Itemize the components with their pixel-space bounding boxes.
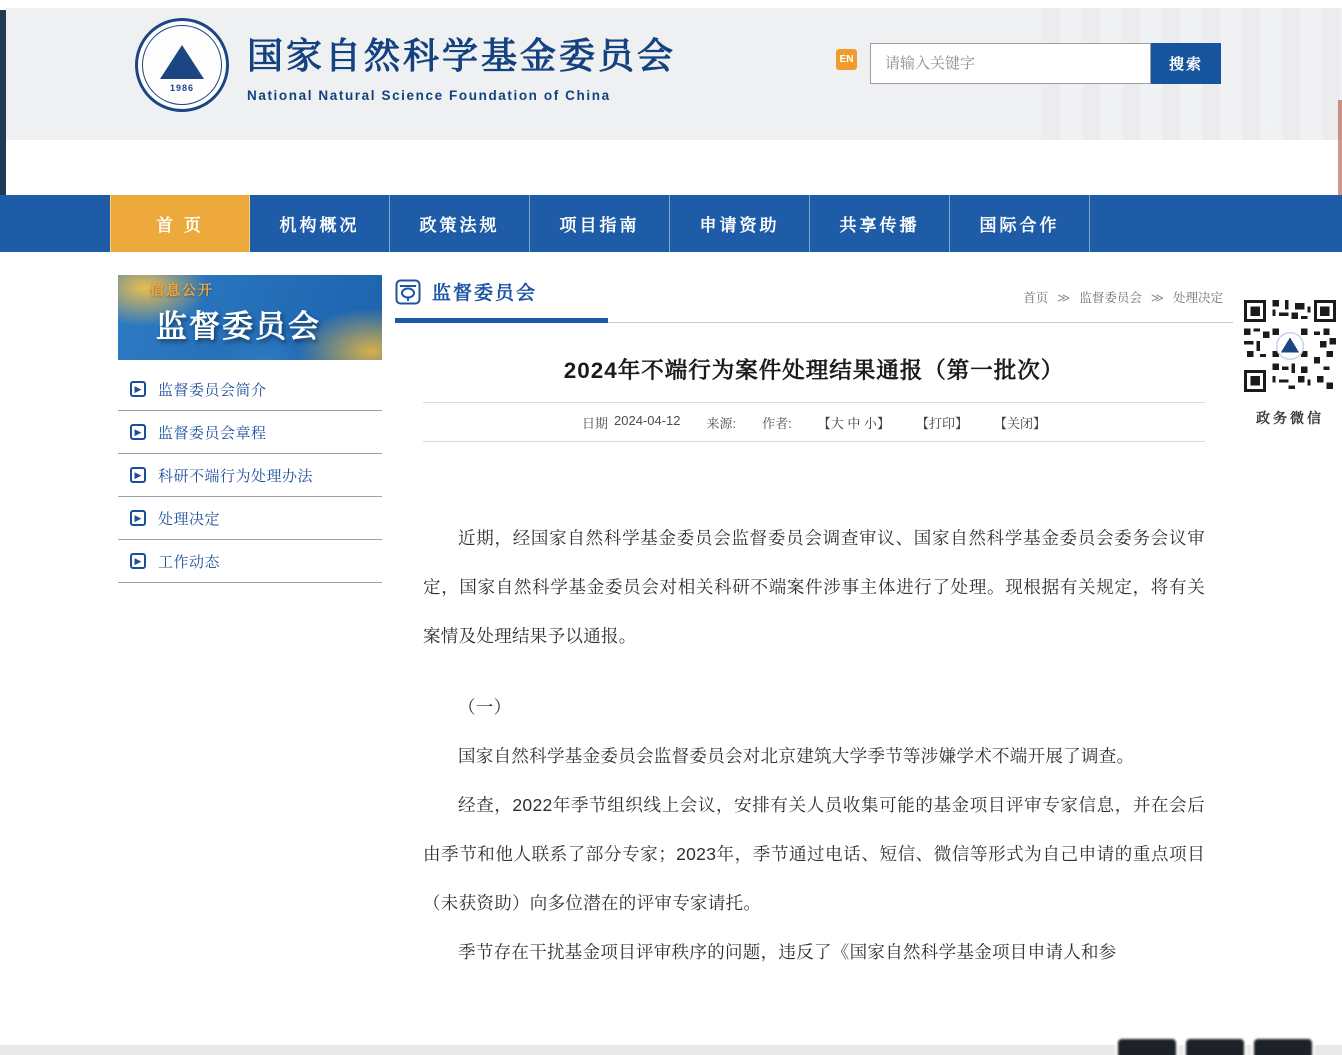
nav-tab-policies[interactable]: 政策法规 [390,195,530,252]
site-logo [135,18,676,112]
cutoff-watermark [1118,1039,1312,1055]
breadcrumb-separator: ≫ [1057,290,1071,305]
site-title-english: National Natural Science Foundation of China [247,87,611,103]
sidebar-banner [118,275,382,360]
sidebar-item-decisions[interactable]: ▶ 处理决定 [118,497,382,540]
sidebar-item-committee-charter[interactable]: ▶ 监督委员会章程 [118,411,382,454]
arrow-square-icon: ▶ [130,510,146,526]
qr-caption: 政务微信 [1256,410,1324,426]
search-button[interactable]: 搜索 [1151,43,1221,84]
footer-strip [0,1045,1342,1055]
arrow-square-icon: ▶ [130,553,146,569]
section-document-icon [395,279,421,305]
nav-tab-sharing[interactable]: 共享传播 [810,195,950,252]
qr-code-image [1244,300,1336,392]
sidebar-item-committee-intro[interactable]: ▶ 监督委员会简介 [118,368,382,411]
breadcrumb-home[interactable]: 首页 [1023,291,1049,305]
search-input[interactable] [870,43,1151,84]
nav-tab-apply-funding[interactable]: 申请资助 [670,195,810,252]
search-area [836,43,1221,84]
arrow-square-icon: ▶ [130,424,146,440]
wechat-qr-block [1243,300,1337,428]
article-paragraph: 经查，2022年季节组织线上会议，安排有关人员收集可能的基金项目评审专家信息，并在会后由季节和他人联系了部分专家；2023年，季节通过电话、短信、微信等形式为自己申请的重点项目（未获资助）向多位潜在的评审专家请托。 [423,795,1205,913]
article-paragraph: （一） [458,697,512,717]
meta-date-label: 日期 [581,415,608,431]
breadcrumb-committee[interactable]: 监督委员会 [1079,291,1142,305]
meta-date-value: 2024-04-12 [614,412,681,428]
section-rule [395,318,1233,323]
article-title: 2024年不端行为案件处理结果通报（第一批次） [563,358,1065,383]
font-size-action[interactable]: 【大 中 小】 [817,415,890,431]
seal-year: 1986 [169,83,195,93]
sidebar-menu [118,368,382,583]
main-nav [0,195,1342,252]
meta-source-label: 来源: [706,415,737,431]
article-paragraph: 季节存在干扰基金项目评审秩序的问题，违反了《国家自然科学基金项目申请人和参 [458,942,1117,962]
nav-tab-organization[interactable]: 机构概况 [250,195,390,252]
article [423,353,1205,977]
arrow-square-icon: ▶ [130,381,146,397]
article-paragraph: 近期，经国家自然科学基金委员会监督委员会调查审议、国家自然科学基金委员会委务会议审定，国家自然科学基金委员会对相关科研不端案件涉事主体进行了处理。现根据有关规定，将有关案情及处理结果予以通报。 [423,528,1205,646]
sidebar-item-work-news[interactable]: ▶ 工作动态 [118,540,382,583]
meta-divider-bottom [423,441,1205,442]
main-content [395,278,1233,977]
nav-tab-home[interactable]: 首 页 [110,195,250,252]
nsfc-seal-icon [135,18,229,112]
sidebar [118,275,382,583]
print-action[interactable]: 【打印】 [915,415,968,431]
nav-tab-international[interactable]: 国际合作 [950,195,1090,252]
arrow-square-icon: ▶ [130,467,146,483]
article-body [423,514,1205,977]
section-title: 监督委员会 [432,283,538,304]
sidebar-banner-title: 监督委员会 [156,309,321,344]
close-action[interactable]: 【关闭】 [994,415,1047,431]
article-paragraph: 国家自然科学基金委员会监督委员会对北京建筑大学季节等涉嫌学术不端开展了调查。 [458,746,1135,766]
breadcrumb [1023,288,1223,306]
site-title-chinese: 国家自然科学基金委员会 [247,34,677,76]
sidebar-banner-badge: 信息公开 [150,282,214,298]
nav-tab-program-guide[interactable]: 项目指南 [530,195,670,252]
site-header [6,8,1342,140]
article-meta [423,403,1205,441]
meta-author-label: 作者: [762,415,792,431]
breadcrumb-current: 处理决定 [1172,291,1223,305]
english-site-button[interactable]: EN [836,49,857,70]
sidebar-item-misconduct-measures[interactable]: ▶ 科研不端行为处理办法 [118,454,382,497]
breadcrumb-separator: ≫ [1150,290,1164,305]
